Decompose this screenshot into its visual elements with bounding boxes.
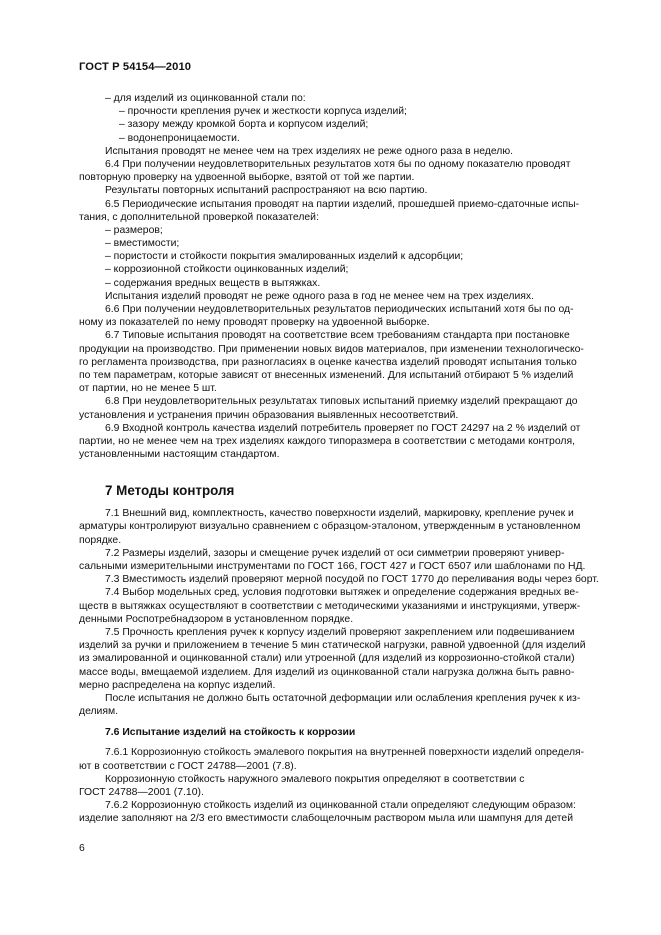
paragraph-line: – зазору между кромкой борта и корпусом изделий;: [119, 119, 369, 131]
paragraph-line: мерно распределена на корпус изделий.: [79, 679, 276, 691]
paragraph-line: денными Роспотребнадзором в установленном порядке.: [79, 613, 354, 625]
paragraph-line: – для изделий из оцинкованной стали по:: [105, 93, 306, 104]
paragraph-line: 6.8 При неудовлетворительных результатах типовых испытаний приемку изделий прекращают до: [105, 396, 578, 408]
paragraph-line: тания, с дополнительной проверкой показателей:: [79, 211, 319, 223]
subsection-title: 7.6 Испытание изделий на стойкость к коррозии: [105, 727, 356, 739]
paragraph-line: – вместимости;: [105, 238, 180, 250]
paragraph-line: 7.5 Прочность крепления ручек к корпусу изделий проверяют закреплением или подвешиванием: [105, 626, 575, 638]
subsection-7-6-body: [79, 746, 594, 825]
document-header: ГОСТ Р 54154—2010: [79, 61, 192, 73]
paragraph-line: – коррозионной стойкости оцинкованных изделий;: [105, 264, 349, 276]
paragraph-line: – размеров;: [105, 224, 163, 236]
paragraph-line: делиям.: [79, 706, 119, 718]
section-6-continuation: [79, 92, 594, 461]
section-title: 7 Методы контроля: [105, 483, 235, 499]
paragraph-line: арматуры контролируют визуально сравнением с образцом-эталоном, утвержденным в установленном: [79, 521, 581, 533]
paragraph-line: партии, но не менее чем на трех изделиях каждого типоразмера в соответствии с методами контроля,: [79, 435, 575, 447]
paragraph-line: Испытания проводят не менее чем на трех изделиях не реже одного раза в неделю.: [105, 145, 514, 157]
paragraph-line: 6.6 При получении неудовлетворительных результатов периодических испытаний хотя бы по од-: [105, 304, 574, 315]
paragraph-line: Коррозионную стойкость наружного эмалевого покрытия определяют в соответствии с: [105, 773, 525, 785]
paragraph-line: из эмалированной и оцинкованной стали) или утроенной (для изделий из коррозионно-стойкой стали): [79, 653, 575, 665]
paragraph-line: продукции на производство. При применении новых видов материалов, при изменении технологическо-: [79, 343, 584, 355]
paragraph-line: 7.6.2 Коррозионную стойкость изделий из оцинкованной стали определяют следующим образом:: [105, 800, 576, 812]
paragraph-line: повторную проверку на удвоенной выборке, взятой от той же партии.: [79, 172, 415, 184]
paragraph-line: 6.4 При получении неудовлетворительных результатов хотя бы по одному показателю проводят: [105, 158, 571, 170]
paragraph-line: – прочности крепления ручек и жесткости корпуса изделий;: [119, 106, 407, 118]
paragraph-line: 7.2 Размеры изделий, зазоры и смещение ручек изделий от оси симметрии проверяют универ-: [105, 547, 565, 559]
paragraph-line: 6.9 Входной контроль качества изделий потребитель проверяет по ГОСТ 24297 на 2 % изделий от: [105, 422, 581, 434]
paragraph-line: по тем параметрам, которые зависят от внесенных изменений. Для испытаний отбирают 5 % изделий: [79, 369, 574, 381]
paragraph-line: сальными измерительными инструментами по ГОСТ 166, ГОСТ 427 и ГОСТ 6507 или шаблонами по НД.: [79, 561, 586, 572]
section-7-body: [79, 507, 599, 718]
paragraph-line: После испытания не должно быть остаточной деформации или ослабления крепления ручек к из-: [105, 692, 581, 704]
paragraph-line: – содержания вредных веществ в вытяжках.: [105, 277, 321, 289]
paragraph-line: го регламента производства, при разногласиях в оценке качества изделий проводят испытания только: [79, 356, 577, 368]
paragraph-line: Испытания изделий проводят не реже одного раза в год не менее чем на трех изделиях.: [105, 290, 534, 302]
paragraph-line: ют в соответствии с ГОСТ 24788—2001 (7.8).: [79, 760, 297, 772]
paragraph-line: ществ в вытяжках осуществляют в соответствии с методическими указаниями и инструкциями, утверж-: [79, 600, 581, 612]
paragraph-line: – пористости и стойкости покрытия эмалированных изделий к адсорбции;: [105, 251, 464, 263]
paragraph-line: массе воды, вмещаемой изделием. Для изделий из оцинкованной стали нагрузка должна быть равно-: [79, 666, 575, 678]
paragraph-line: установленными настоящим стандартом.: [79, 449, 280, 461]
page-number: 6: [79, 843, 85, 854]
paragraph-line: 7.1 Внешний вид, комплектность, качество поверхности изделий, маркировку, крепление ручек и: [105, 508, 574, 520]
document-body: [79, 92, 599, 826]
paragraph-line: от партии, но не менее 5 шт.: [79, 383, 217, 395]
paragraph-line: порядке.: [79, 534, 122, 546]
paragraph-line: 7.4 Выбор модельных сред, условия подготовки вытяжек и определение содержания вредных ве-: [105, 587, 579, 599]
paragraph-line: ному из показателей по нему проводят проверку на удвоенной выборке.: [79, 317, 430, 329]
paragraph-line: – водонепроницаемости.: [119, 132, 240, 144]
paragraph-line: 6.7 Типовые испытания проводят на соответствие всем требованиям стандарта при постановке: [105, 330, 570, 342]
paragraph-line: 7.6.1 Коррозионную стойкость эмалевого покрытия на внутренней поверхности изделий определя-: [105, 747, 585, 759]
paragraph-line: изделий за ручки и приложением в течение 5 мин статической нагрузки, равной удвоенной (для изделий: [79, 640, 586, 652]
paragraph-line: Результаты повторных испытаний распространяют на всю партию.: [105, 185, 428, 197]
paragraph-line: 6.5 Периодические испытания проводят на партии изделий, прошедшей приемо-сдаточные испы-: [105, 198, 580, 210]
paragraph-line: изделие заполняют на 2/3 его вместимости слабощелочным раствором мыла или шампуня для детей: [79, 813, 574, 825]
paragraph-line: установления и устранения причин образования выявленных несоответствий.: [79, 409, 459, 421]
paragraph-line: 7.3 Вместимость изделий проверяют мерной посудой по ГОСТ 1770 до переливания воды через борт.: [105, 574, 599, 586]
paragraph-line: ГОСТ 24788—2001 (7.10).: [79, 787, 204, 799]
